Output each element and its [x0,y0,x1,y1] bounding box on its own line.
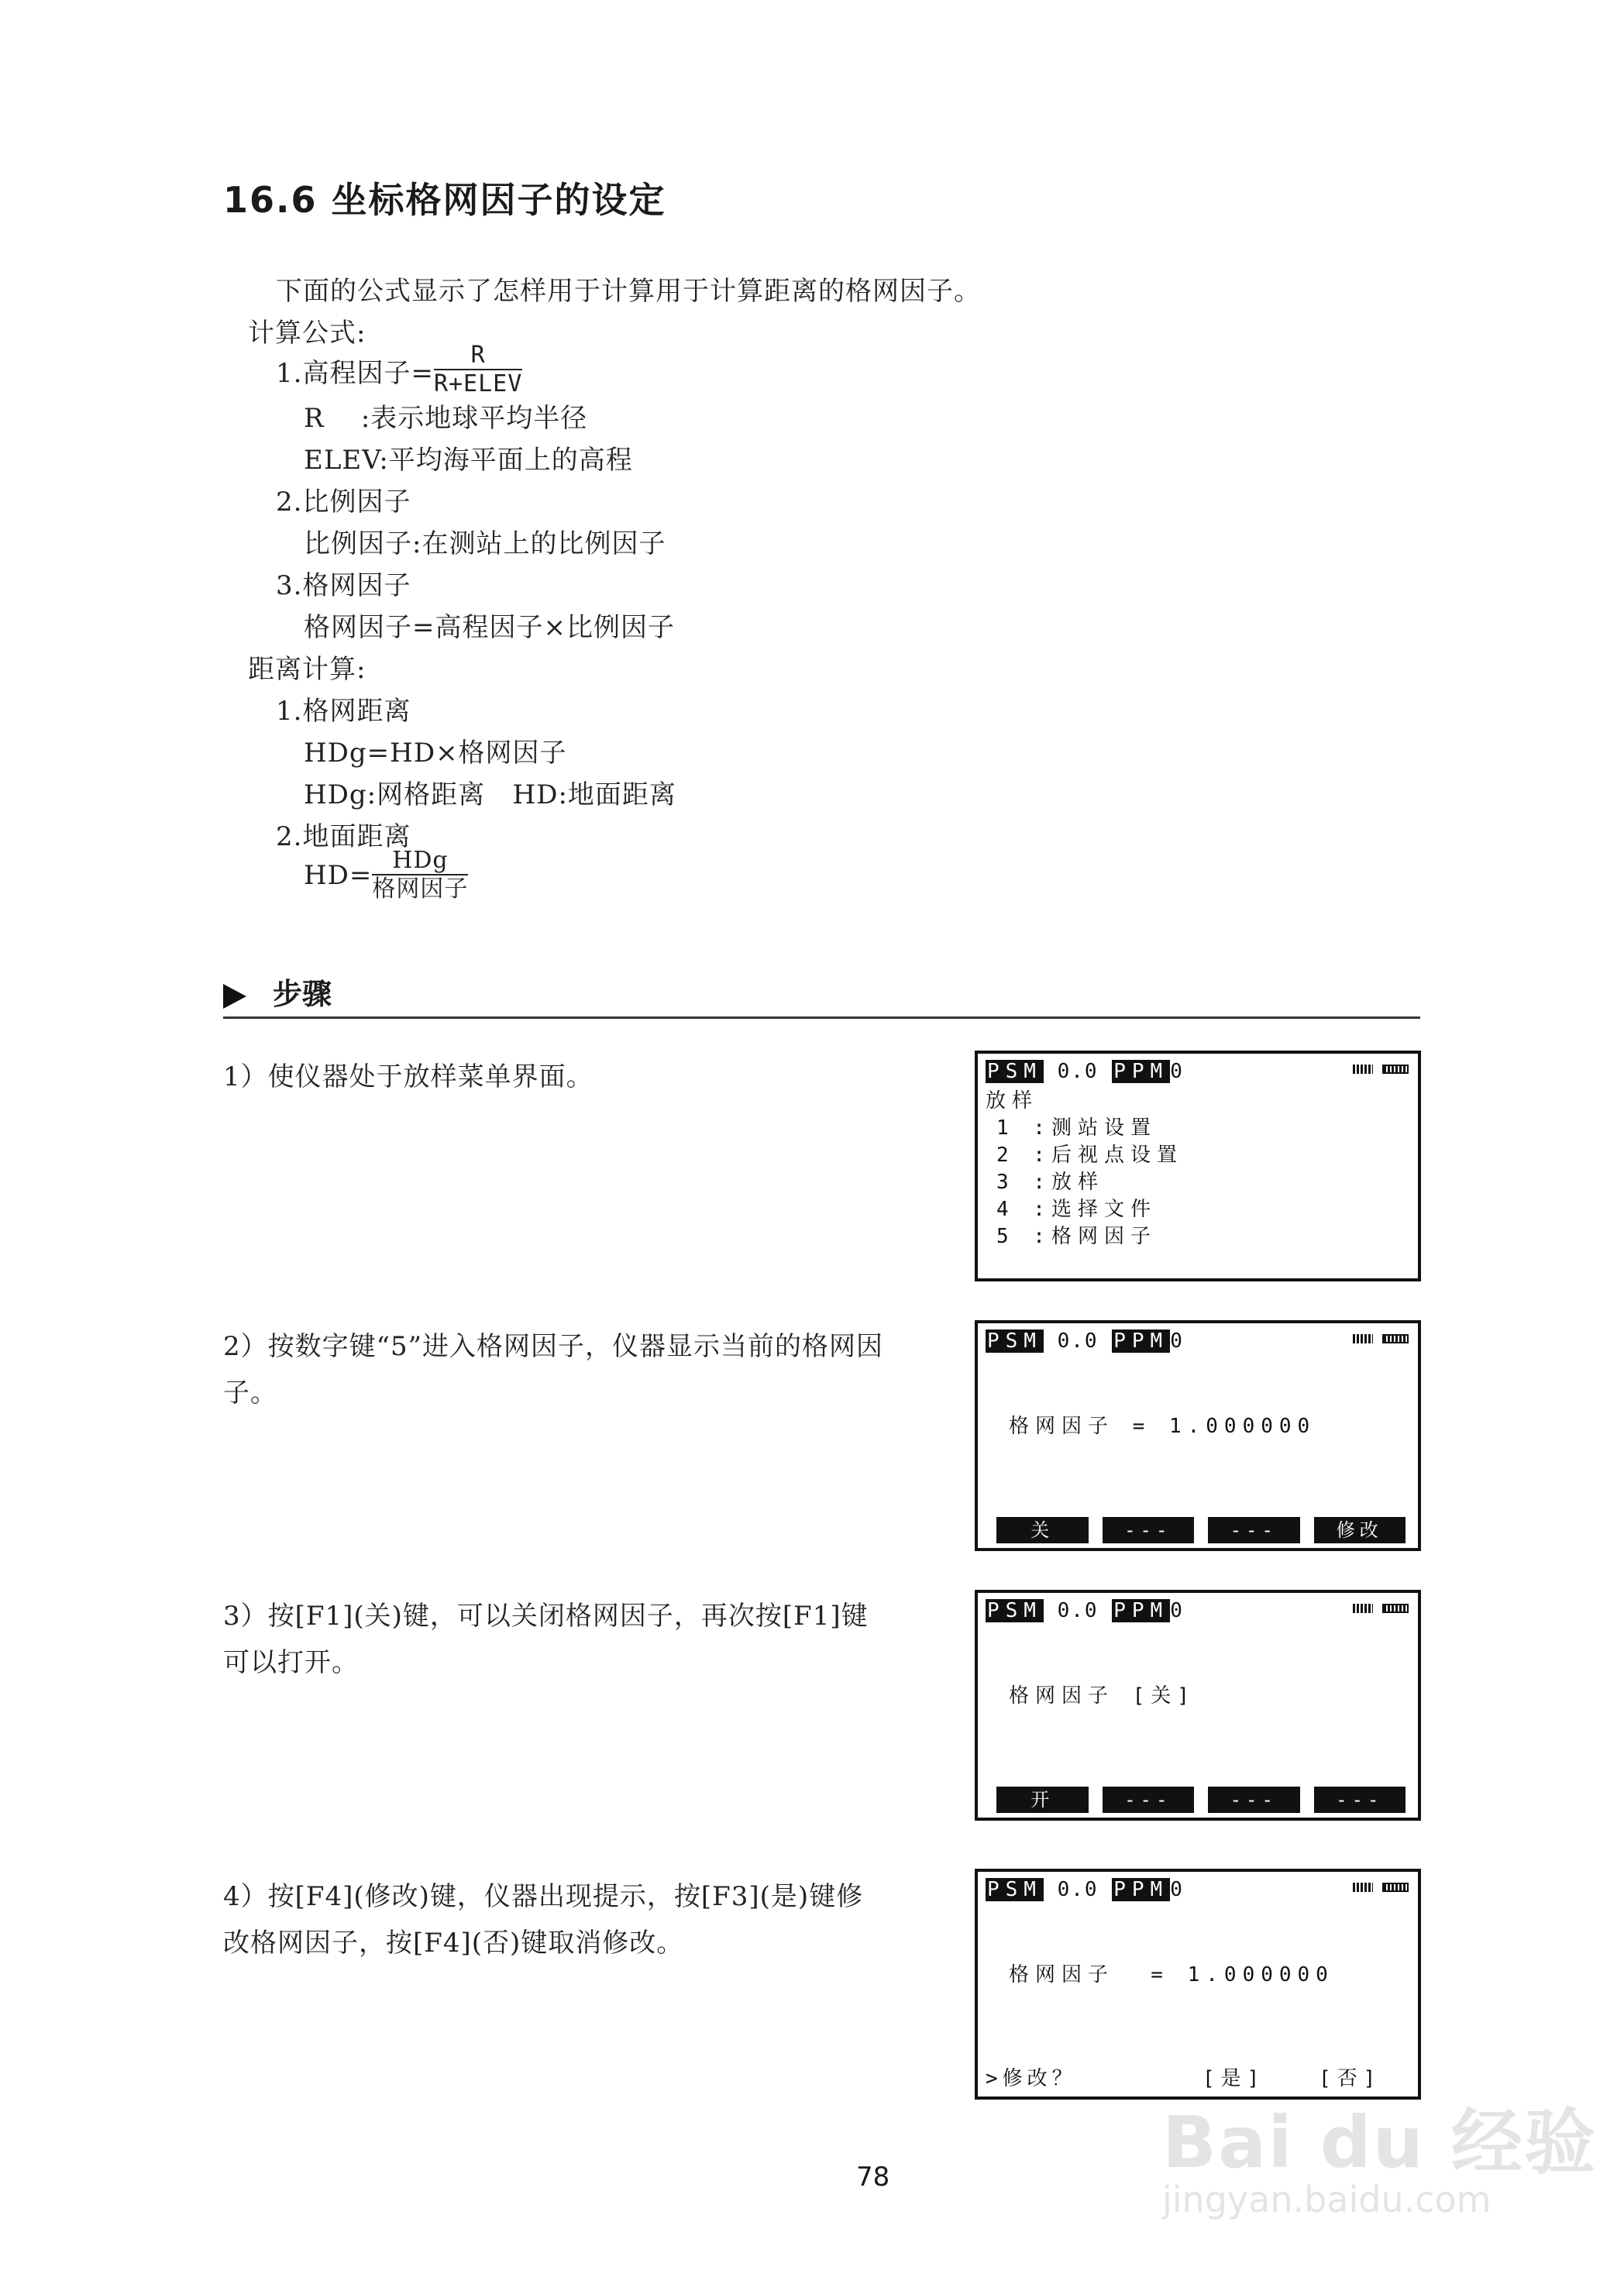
ppm-value: 0 [1170,1060,1184,1083]
step-1: 1）使仪器处于放样菜单界面。 [223,1061,594,1092]
grid-factor-status: 格网因子 [关] [1009,1684,1196,1708]
psm-value: 0.0 [1057,1599,1099,1622]
step-2: 2）按数字键“5”进入格网因子，仪器显示当前的格网因子。 [223,1331,884,1409]
steps-heading [223,970,332,1013]
intro-text: 下面的公式显示了怎样用于计算用于计算距离的格网因子。 [276,276,981,307]
f4-key[interactable]: 修改 [1314,1517,1406,1543]
yes-option[interactable]: [是] [1203,2067,1266,2090]
status-bar [986,1329,1184,1353]
psm-value: 0.0 [1057,1060,1099,1083]
battery-area [1353,1334,1409,1343]
ppm-label: PPM [1113,1329,1169,1353]
psm-value: 0.0 [1057,1878,1099,1901]
psm-label: PSM [987,1878,1042,1901]
menu-item[interactable]: 3 :放样 [996,1171,1104,1194]
battery-icon [1382,1065,1409,1074]
battery-icon [1382,1883,1409,1892]
formula-ground-distance [304,848,468,903]
no-option[interactable]: [否] [1319,2067,1382,2090]
ppm-value: 0 [1170,1329,1184,1353]
f1-key[interactable]: 开 [996,1787,1089,1813]
lcd-screen-grid-factor [975,1320,1421,1551]
battery-area [1353,1604,1409,1613]
formula1-denominator: R+ELEV [433,370,523,397]
signal-icon [1353,1334,1373,1343]
dist2-numerator: HDg [372,848,468,875]
ppm-label: PPM [1113,1878,1169,1901]
psm-label: PSM [987,1060,1042,1083]
steps-heading-label: 步骤 [273,977,332,1011]
grid-factor-value: 格网因子 = 1.000000 [1009,1415,1316,1438]
watermark-url: jingyan.baidu.com [1162,2179,1492,2220]
f1-key[interactable]: 关 [996,1517,1089,1543]
signal-icon [1353,1883,1373,1892]
status-bar [986,1060,1184,1083]
grid-factor-value: 格网因子 = 1.000000 [1009,1963,1334,1986]
triangle-arrow-icon [223,984,246,1009]
battery-icon [1382,1604,1409,1613]
battery-area [1353,1883,1409,1892]
function-keys [996,1787,1406,1813]
item3-definition: 格网因子=高程因子×比例因子 [304,612,675,643]
dist2-fraction [372,848,468,903]
status-bar [986,1599,1184,1622]
menu-item[interactable]: 1 :测站设置 [996,1116,1157,1140]
distance-label: 距离计算: [248,654,366,685]
menu-title: 放样 [986,1089,1039,1113]
menu-item[interactable]: 5 :格网因子 [996,1225,1157,1248]
section-divider [223,1016,1420,1019]
ppm-value: 0 [1170,1599,1184,1622]
f3-key[interactable]: --- [1208,1787,1300,1813]
lcd-screen-stakeout-menu [975,1051,1421,1281]
battery-area [1353,1065,1409,1074]
r-definition: R :表示地球平均半径 [304,403,588,434]
item3-heading: 3.格网因子 [276,570,411,601]
psm-label: PSM [987,1329,1042,1353]
dist2-denominator: 格网因子 [372,875,469,903]
f3-key[interactable]: --- [1208,1517,1300,1543]
signal-icon [1353,1065,1373,1074]
battery-icon [1382,1334,1409,1343]
dist1-definition: HDg:网格距离 HD:地面距离 [304,779,676,810]
step-3: 3）按[F1](关)键，可以关闭格网因子，再次按[F1]键可以打开。 [223,1601,869,1678]
watermark-logo: Bai du 经验 [1162,2101,1598,2184]
f4-key[interactable]: --- [1314,1787,1406,1813]
formula1-fraction [434,342,522,398]
dist2-prefix: HD= [304,860,373,891]
calc-label: 计算公式: [248,318,366,349]
f2-key[interactable]: --- [1103,1517,1195,1543]
ppm-value: 0 [1170,1878,1184,1901]
lcd-screen-grid-factor-off [975,1590,1421,1821]
item2-definition: 比例因子:在测站上的比例因子 [304,528,666,559]
lcd-screen-modify-prompt [975,1869,1421,2100]
f2-key[interactable]: --- [1103,1787,1195,1813]
formula1-numerator: R [434,342,522,370]
modify-prompt: >修改？ [986,2067,1077,2090]
menu-item[interactable]: 2 :后视点设置 [996,1144,1183,1167]
formula-elevation-factor [276,342,522,398]
elev-definition: ELEV:平均海平面上的高程 [304,445,633,476]
status-bar [986,1878,1184,1901]
ppm-label: PPM [1113,1060,1169,1083]
page-title: 16.6 坐标格网因子的设定 [223,179,666,221]
item2-heading: 2.比例因子 [276,487,411,518]
menu-item[interactable]: 4 :选择文件 [996,1198,1157,1221]
signal-icon [1353,1604,1373,1613]
dist1-formula: HDg=HD×格网因子 [304,738,567,769]
page-number: 78 [856,2162,890,2193]
dist1-heading: 1.格网距离 [276,696,411,727]
dist2-heading: 2.地面距离 [276,821,411,852]
psm-label: PSM [987,1599,1042,1622]
psm-value: 0.0 [1057,1329,1099,1353]
step-4: 4）按[F4](修改)键，仪器出现提示，按[F3](是)键修改格网因子，按[F4](否)键取消修改。 [223,1881,864,1959]
function-keys [996,1517,1406,1543]
ppm-label: PPM [1113,1599,1169,1622]
formula1-label: 1.高程因子= [276,357,434,389]
